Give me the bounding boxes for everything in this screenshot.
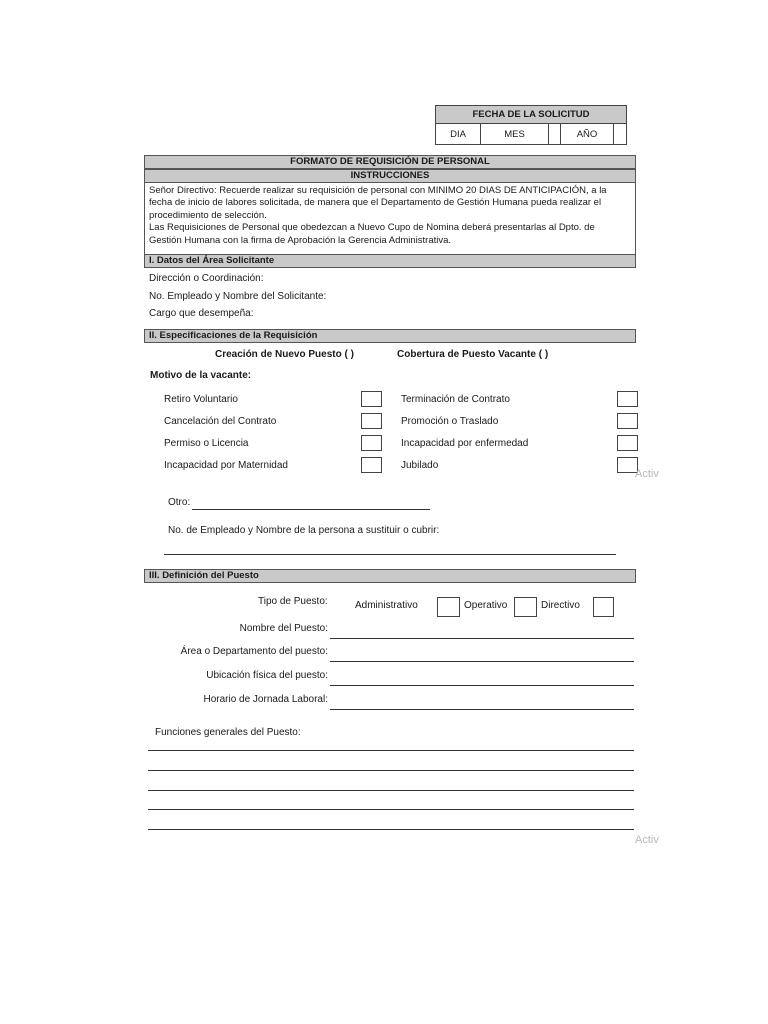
instructions-text <box>149 185 629 247</box>
fecha-solicitud-box <box>435 105 627 145</box>
motivo-left-label: Incapacidad por Maternidad <box>164 460 288 471</box>
motivo-left-checkbox[interactable] <box>361 457 382 473</box>
tipo-option-label: Directivo <box>541 600 580 611</box>
instructions-paragraph-1: Señor Directivo: Recuerde realizar su requisición de personal con MINIMO 20 DIAS DE ANTICIPACIÓN, a la fecha de inicio de labores solicitada, de manera que el Departamento de Gestión Humana pueda realizar el procedimiento de selección. <box>149 185 607 221</box>
fecha-title: FECHA DE LA SOLICITUD <box>436 106 626 124</box>
motivo-left-checkbox[interactable] <box>361 435 382 451</box>
tipo-option-label: Operativo <box>464 600 508 611</box>
ubicacion-label: Ubicación física del puesto: <box>206 670 328 681</box>
motivo-left-label: Retiro Voluntario <box>164 394 238 405</box>
section-2-title: II. Especificaciones de la Requisición <box>144 329 636 343</box>
area-label: Área o Departamento del puesto: <box>180 646 328 657</box>
otro-label: Otro: <box>168 497 191 508</box>
cobertura-option[interactable]: Cobertura de Puesto Vacante ( ) <box>397 349 549 360</box>
tipo-directivo-checkbox[interactable] <box>593 597 614 617</box>
motivo-right-checkbox[interactable] <box>617 413 638 429</box>
empleado-label: No. Empleado y Nombre del Solicitante: <box>149 291 327 302</box>
tipo-option-label: Administrativo <box>355 600 418 611</box>
nombre-puesto-input-line[interactable] <box>330 638 634 639</box>
sustituir-label: No. de Empleado y Nombre de la persona a sustituir o cubrir: <box>168 525 440 536</box>
ubicacion-input-line[interactable] <box>330 685 634 686</box>
motivo-right-label: Incapacidad por enfermedad <box>401 438 529 449</box>
motivo-right-label: Promoción o Traslado <box>401 416 499 427</box>
instructions-paragraph-2: Las Requisiciones de Personal que obedezcan a Nuevo Cupo de Nomina deberá presentarlas al Dpto. de Gestión Humana con la firma de Aprobación la Gerencia Administrativa. <box>149 222 595 246</box>
motivo-left-checkbox[interactable] <box>361 413 382 429</box>
funciones-line[interactable] <box>148 809 634 810</box>
anio-field[interactable]: AÑO <box>561 124 614 145</box>
form-title: FORMATO DE REQUISICIÓN DE PERSONAL <box>144 155 636 169</box>
horario-input-line[interactable] <box>330 709 634 710</box>
section-3-title: III. Definición del Puesto <box>144 569 636 583</box>
mes-box[interactable] <box>549 124 561 145</box>
nuevo-puesto-option[interactable]: Creación de Nuevo Puesto ( ) <box>215 349 354 360</box>
anio-box[interactable] <box>614 124 626 145</box>
motivo-left-label: Permiso o Licencia <box>164 438 249 449</box>
funciones-line[interactable] <box>148 829 634 830</box>
tipo-administrativo-checkbox[interactable] <box>437 597 460 617</box>
mes-field[interactable]: MES <box>481 124 549 145</box>
motivo-right-label: Terminación de Contrato <box>401 394 510 405</box>
cargo-label: Cargo que desempeña: <box>149 308 254 319</box>
instructions-title: INSTRUCCIONES <box>144 169 636 183</box>
sustituir-input-line[interactable] <box>164 554 616 555</box>
section-1-title: I. Datos del Área Solicitante <box>144 254 636 268</box>
otro-input-line[interactable] <box>192 509 430 510</box>
funciones-label: Funciones generales del Puesto: <box>155 727 301 738</box>
horario-label: Horario de Jornada Laboral: <box>203 694 328 705</box>
motivo-right-checkbox[interactable] <box>617 435 638 451</box>
motivo-left-checkbox[interactable] <box>361 391 382 407</box>
nombre-puesto-label: Nombre del Puesto: <box>239 623 328 634</box>
watermark-text: Activ <box>635 834 659 846</box>
motivo-left-label: Cancelación del Contrato <box>164 416 277 427</box>
tipo-puesto-label: Tipo de Puesto: <box>258 596 328 607</box>
funciones-line[interactable] <box>148 750 634 751</box>
area-input-line[interactable] <box>330 661 634 662</box>
motivo-right-checkbox[interactable] <box>617 391 638 407</box>
watermark-text: Activ <box>635 468 659 480</box>
motivo-right-label: Jubilado <box>401 460 439 471</box>
direccion-label: Dirección o Coordinación: <box>149 273 264 284</box>
dia-label: DIA <box>436 124 481 145</box>
funciones-line[interactable] <box>148 790 634 791</box>
motivo-label: Motivo de la vacante: <box>150 370 252 381</box>
tipo-operativo-checkbox[interactable] <box>514 597 537 617</box>
funciones-line[interactable] <box>148 770 634 771</box>
